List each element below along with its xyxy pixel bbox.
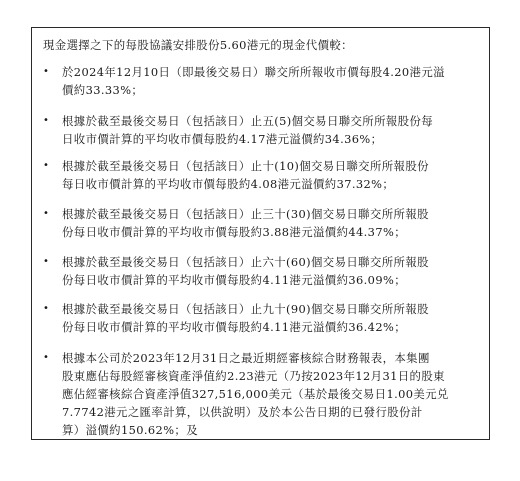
text-line: 根據於截至最後交易日（包括該日）止三十(30)個交易日聯交所所報股	[62, 207, 429, 221]
text-line: 價約33.33%；	[62, 83, 144, 97]
bullet-glyph: •	[43, 208, 49, 219]
bullet-text	[62, 205, 482, 241]
bullet-glyph: •	[43, 303, 49, 314]
text-line: 日收市價計算的平均收市價每股約4.17港元溢價約34.36%；	[62, 132, 383, 146]
bullet-text	[62, 349, 482, 439]
bullet-text	[62, 112, 482, 148]
bullet-glyph: •	[43, 160, 49, 171]
bullet-glyph: •	[43, 115, 49, 126]
text-line: 於2024年12月10日（即最後交易日）聯交所所報收市價每股4.20港元溢	[62, 65, 445, 79]
text-line: 7.7742港元之匯率計算，以供說明）及於本公告日期的已發行股份計	[62, 405, 423, 419]
bullet-glyph: •	[43, 352, 49, 363]
text-line: 份每日收市價計算的平均收市價每股約4.11港元溢價約36.09%；	[62, 273, 406, 287]
text-line: 根據於截至最後交易日（包括該日）止五(5)個交易日聯交所所報股份每	[62, 114, 434, 128]
text-line: 根據本公司於2023年12月31日之最近期經審核綜合財務報表，本集團	[62, 351, 430, 365]
bullet-text	[62, 63, 482, 99]
bullet-glyph: •	[43, 256, 49, 267]
bullet-glyph: •	[43, 66, 49, 77]
bullet-text	[62, 157, 482, 193]
text-line: 應佔經審核綜合資產淨值327,516,000美元（基於最後交易日1.00美元兑	[62, 387, 449, 401]
text-line: 每日收市價計算的平均收市價每股約4.08港元溢價約37.32%；	[62, 177, 395, 191]
text-line: 根據於截至最後交易日（包括該日）止九十(90)個交易日聯交所所報股	[62, 302, 429, 316]
text-line: 份每日收市價計算的平均收市價每股約4.11港元溢價約36.42%；	[62, 320, 406, 334]
text-line: 根據於截至最後交易日（包括該日）止十(10)個交易日聯交所所報股份	[62, 159, 429, 173]
text-line: 份每日收市價計算的平均收市價每股約3.88港元溢價約44.37%；	[62, 225, 406, 239]
text-line: 根據於截至最後交易日（包括該日）止六十(60)個交易日聯交所所報股	[62, 255, 429, 269]
bullet-text	[62, 253, 482, 289]
bullet-text	[62, 300, 482, 336]
text-line: 算）溢價約150.62%；及	[62, 423, 199, 437]
intro-paragraph: 現金選擇之下的每股協議安排股份5.60港元的現金代價較：	[43, 38, 353, 52]
text-line: 股東應佔每股經審核資產淨值約2.23港元（乃按2023年12月31日的股東	[62, 369, 445, 383]
